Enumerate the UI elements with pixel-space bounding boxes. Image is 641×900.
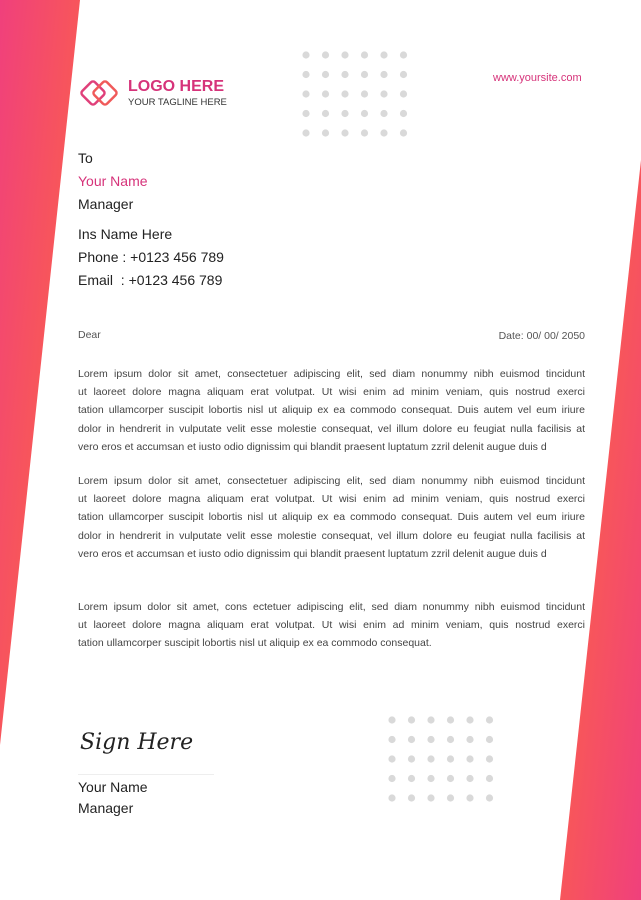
dot: [388, 794, 395, 801]
logo-tagline: YOUR TAGLINE HERE: [128, 97, 227, 108]
dot: [400, 129, 407, 136]
email: Email : +0123 456 789: [78, 272, 223, 288]
text-line: Lorem ipsum dolor sit amet, consectetuer adipiscing elit, sed diam nonummy nibh euismod tincidunt: [78, 368, 585, 380]
dot: [466, 755, 473, 762]
dot: [400, 71, 407, 78]
dot: [341, 71, 348, 78]
dot: [447, 716, 454, 723]
text-line: vero eros et accumsan et iusto odio dignissim qui blandit praesent luptatum zzril delenit augue duis d: [78, 440, 547, 453]
dot-grid-top: [302, 51, 407, 136]
dot: [427, 755, 434, 762]
dot: [361, 90, 368, 97]
dot: [400, 110, 407, 117]
signer-role: Manager: [78, 800, 134, 816]
text-line: tation ullamcorper suscipit lobortis nisl ut aliquip ex ea commodo consequat.: [78, 637, 432, 650]
paragraph-2: [78, 472, 585, 563]
dot: [388, 736, 395, 743]
dot: [388, 755, 395, 762]
dot: [408, 736, 415, 743]
dot: [486, 736, 493, 743]
website-link[interactable]: www.yoursite.com: [493, 72, 582, 84]
dot: [400, 51, 407, 58]
text-line: ut laoreet dolore magna aliquam erat volutpat. Ut wisi enim ad minim veniam, quis nostrud exerci: [78, 493, 585, 506]
dot: [361, 129, 368, 136]
dot: [302, 129, 309, 136]
signature-line: [78, 774, 214, 775]
dot: [408, 755, 415, 762]
dot: [302, 90, 309, 97]
dot: [388, 775, 395, 782]
dot: [447, 775, 454, 782]
dot: [486, 794, 493, 801]
dot: [341, 51, 348, 58]
institution-name: Ins Name Here: [78, 226, 173, 242]
text-line: tation ullamcorper suscipit lobortis nisl ut aliquip ex ea commodo consequat. Duis autem vel eum iriure: [78, 404, 585, 417]
dot: [302, 51, 309, 58]
dot-grid-bottom: [388, 716, 493, 801]
phone: Phone : +0123 456 789: [78, 249, 224, 265]
text-line: ut laoreet dolore magna aliquam erat volutpat. Ut wisi enim ad minim veniam, quis nostrud exerci: [78, 619, 585, 632]
dot: [408, 716, 415, 723]
text-line: dolor in hendrerit in vulputate velit esse molestie consequat, vel illum dolore eu feugiat nulla facilisis at: [78, 529, 585, 542]
dot: [322, 51, 329, 58]
dot: [400, 90, 407, 97]
dot: [427, 794, 434, 801]
dot: [361, 71, 368, 78]
dot: [322, 90, 329, 97]
dot: [380, 129, 387, 136]
dot: [466, 716, 473, 723]
dot: [380, 110, 387, 117]
dot: [302, 110, 309, 117]
logo-title: LOGO HERE: [128, 78, 225, 95]
date: Date: 00/ 00/ 2050: [498, 330, 585, 342]
dot: [427, 736, 434, 743]
dot: [466, 736, 473, 743]
paragraph-3: [78, 598, 585, 653]
text-line: vero eros et accumsan et iusto odio dignissim qui blandit praesent luptatum zzril delenit augue duis d: [78, 547, 547, 560]
dot: [380, 90, 387, 97]
recipient-name: Your Name: [78, 173, 148, 189]
dot: [388, 716, 395, 723]
text-line: ut laoreet dolore magna aliquam erat volutpat. Ut wisi enim ad minim veniam, quis nostrud exerci: [78, 386, 585, 399]
dot: [427, 716, 434, 723]
dot: [302, 71, 309, 78]
text-line: Lorem ipsum dolor sit amet, cons ectetuer adipiscing elit, sed diam nonummy nibh euismod tincidunt: [78, 601, 585, 613]
dot: [380, 51, 387, 58]
dot: [322, 110, 329, 117]
dot: [447, 755, 454, 762]
signature: Sign Here: [80, 730, 194, 755]
dot: [486, 775, 493, 782]
dot: [466, 775, 473, 782]
text-line: dolor in hendrerit in vulputate velit esse molestie consequat, vel illum dolore eu feugiat nulla facilisis at: [78, 422, 585, 435]
salutation: Dear: [78, 329, 101, 341]
to-label: To: [78, 150, 93, 166]
left-band: [0, 0, 80, 745]
dot: [361, 110, 368, 117]
dot: [341, 90, 348, 97]
recipient-role: Manager: [78, 196, 134, 212]
dot: [447, 794, 454, 801]
dot: [486, 716, 493, 723]
dot: [408, 794, 415, 801]
dot: [427, 775, 434, 782]
paragraph-1: [78, 365, 585, 456]
text-line: Lorem ipsum dolor sit amet, consectetuer adipiscing elit, sed diam nonummy nibh euismod tincidunt: [78, 475, 585, 487]
logo-icon: [80, 80, 117, 105]
signer-name: Your Name: [78, 779, 148, 795]
dot: [408, 775, 415, 782]
text-line: tation ullamcorper suscipit lobortis nisl ut aliquip ex ea commodo consequat. Duis autem vel eum iriure: [78, 511, 585, 524]
dot: [447, 736, 454, 743]
dot: [466, 794, 473, 801]
dot: [486, 755, 493, 762]
dot: [380, 71, 387, 78]
dot: [341, 110, 348, 117]
dot: [341, 129, 348, 136]
dot: [322, 129, 329, 136]
dot: [361, 51, 368, 58]
dot: [322, 71, 329, 78]
